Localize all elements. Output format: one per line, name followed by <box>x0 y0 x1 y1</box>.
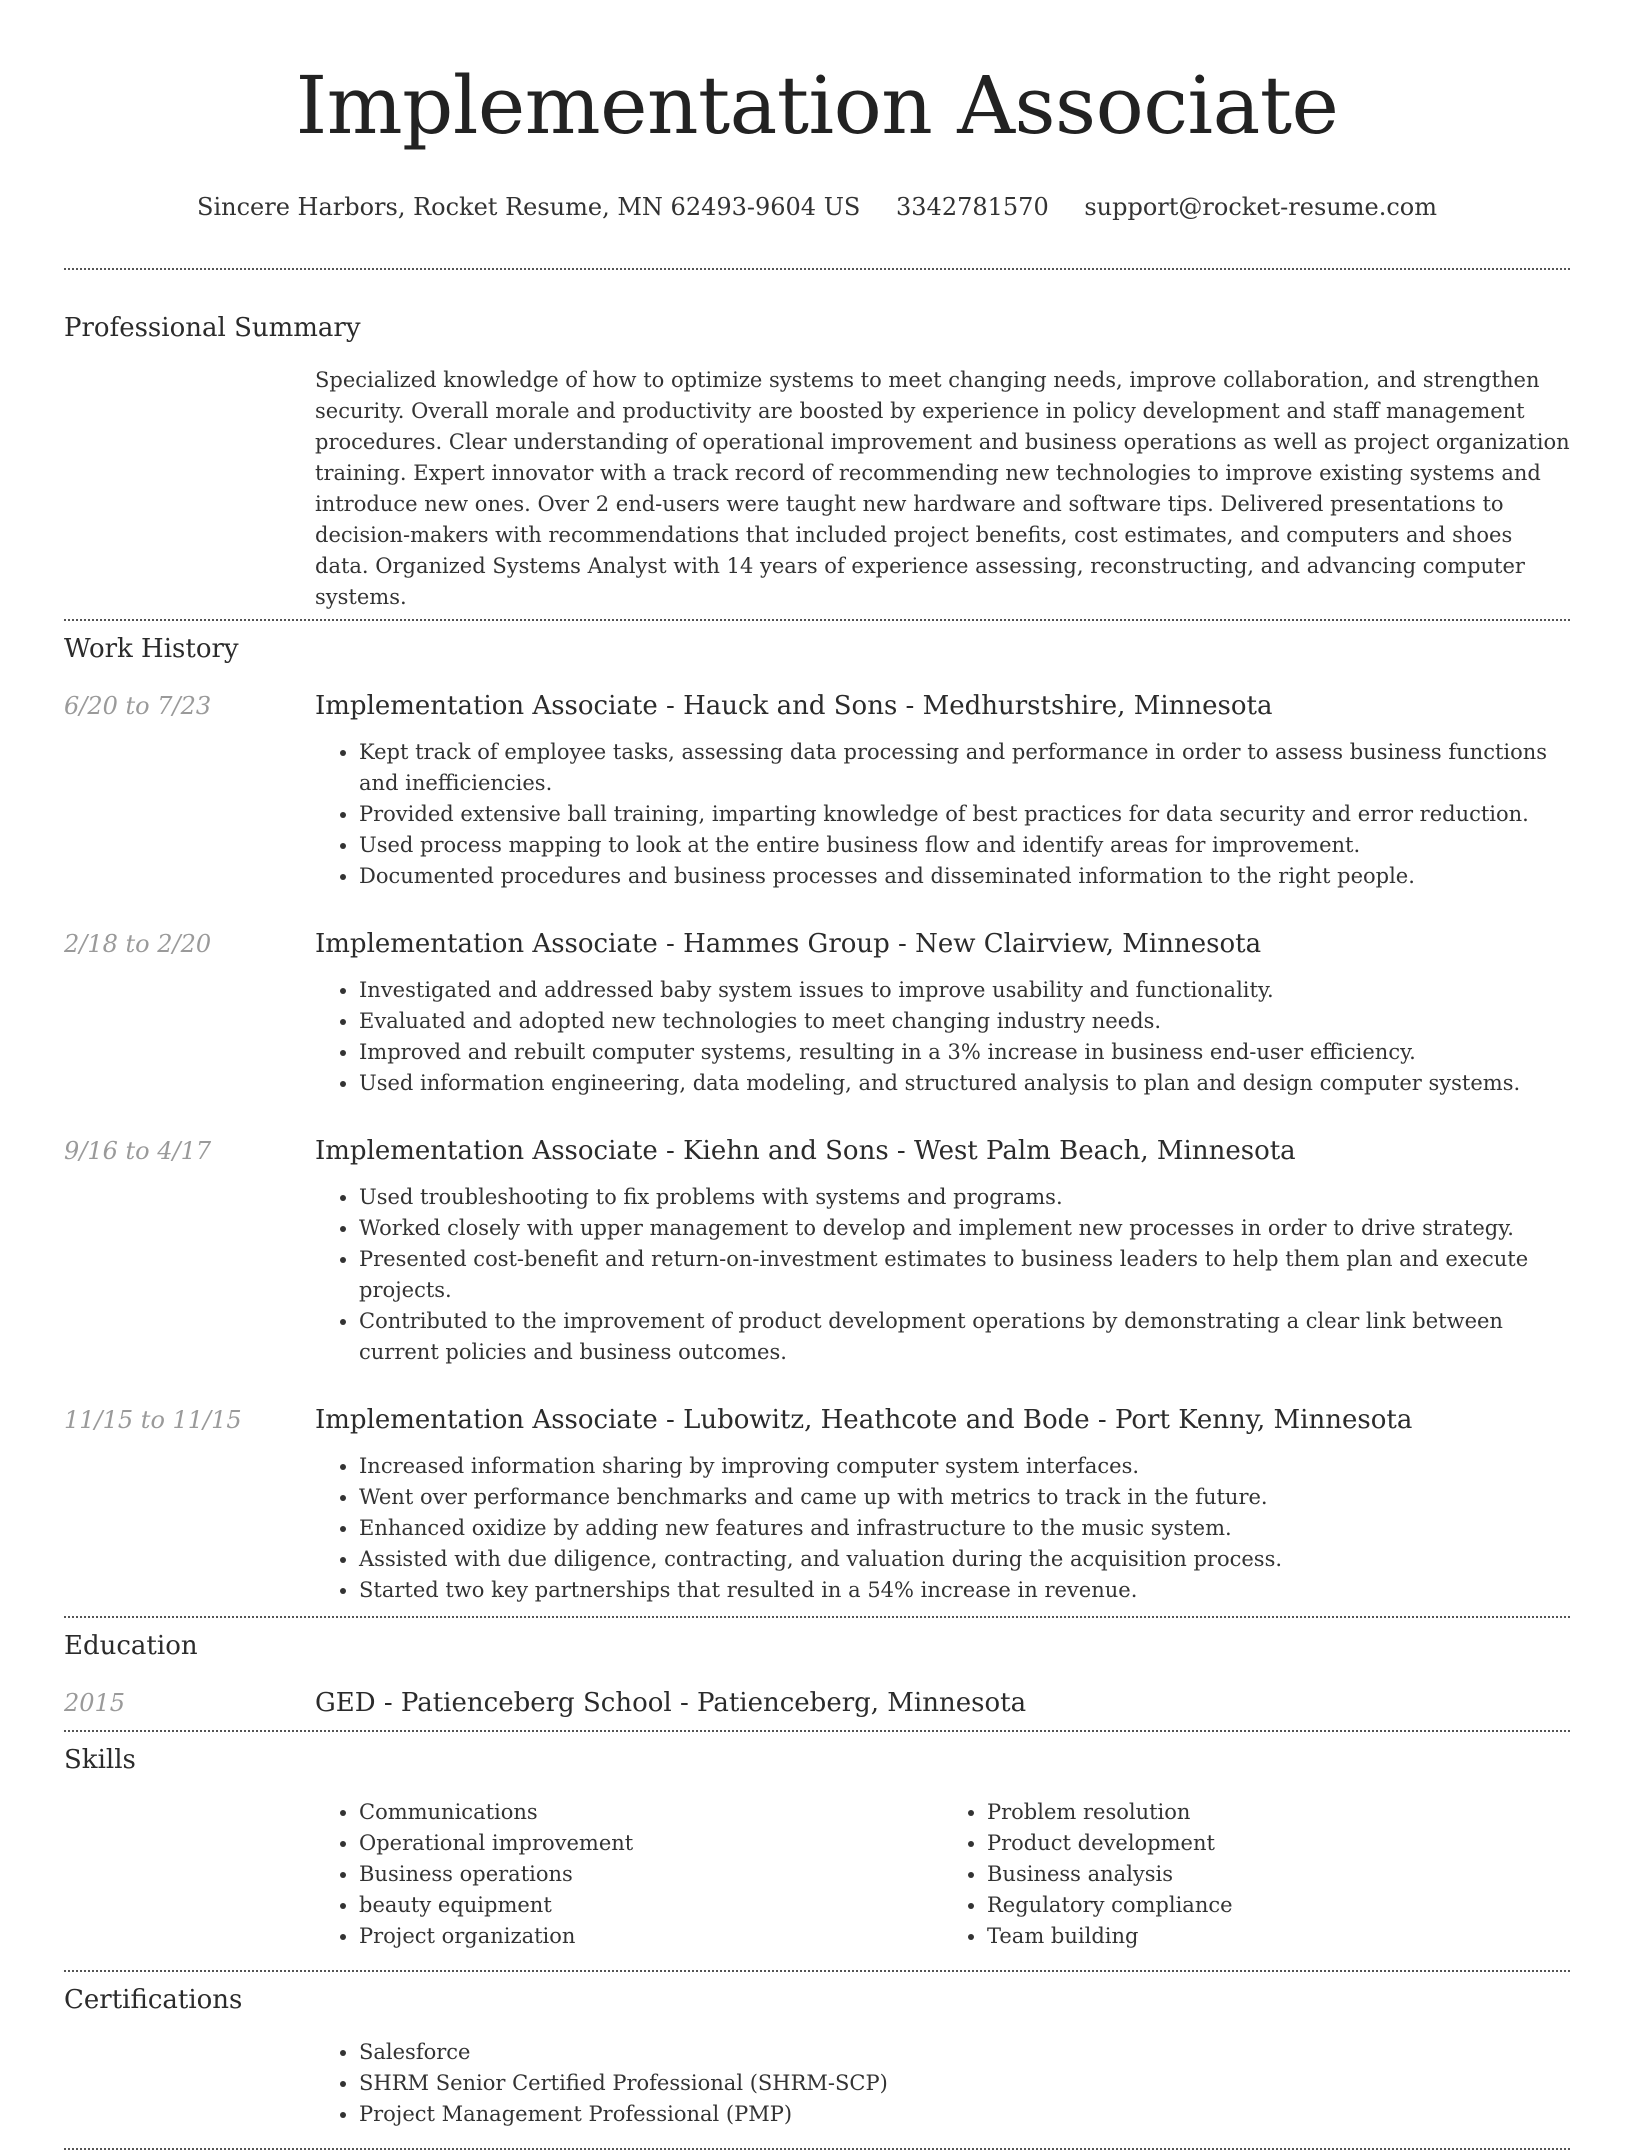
job-heading: Implementation Associate - Hammes Group - New Clairview, Minnesota <box>315 929 1262 959</box>
skill-item: • Operational improvement <box>359 1828 943 1859</box>
section-divider <box>64 268 1570 270</box>
job-bullet: • Used process mapping to look at the entire business flow and identify areas for improvement. <box>359 830 1571 861</box>
skills-list-left <box>315 1797 943 1952</box>
job-bullet: • Used troubleshooting to fix problems with systems and programs. <box>359 1182 1571 1213</box>
contact-phone: 3342781570 <box>896 193 1049 221</box>
contact-email: support@rocket-resume.com <box>1084 193 1437 221</box>
work-history-heading: Work History <box>64 634 239 664</box>
job-bullet: • Investigated and addressed baby system issues to improve usability and functionality. <box>359 975 1571 1006</box>
job-bullet: • Contributed to the improvement of product development operations by demonstrating a clear link between current policies and business outcomes. <box>359 1306 1571 1368</box>
job-bullet: • Went over performance benchmarks and came up with metrics to track in the future. <box>359 1482 1571 1513</box>
job-bullet: • Evaluated and adopted new technologies to meet changing industry needs. <box>359 1006 1571 1037</box>
job-entry <box>64 1134 1570 1368</box>
job-bullet: • Provided extensive ball training, imparting knowledge of best practices for data security and error reduction. <box>359 799 1571 830</box>
certification-item: • Project Management Professional (PMP) <box>359 2099 1571 2130</box>
job-bullet: • Worked closely with upper management to develop and implement new processes in order to drive strategy. <box>359 1213 1571 1244</box>
candidate-name: Implementation Associate <box>295 59 1339 152</box>
skill-item: • Business operations <box>359 1859 943 1890</box>
job-bullet: • Used information engineering, data modeling, and structured analysis to plan and design computer systems. <box>359 1068 1571 1099</box>
skill-item: • Project organization <box>359 1921 943 1952</box>
section-divider <box>64 1616 1570 1618</box>
job-bullet: • Presented cost-benefit and return-on-investment estimates to business leaders to help them plan and execute projects. <box>359 1244 1571 1306</box>
job-bullet: • Improved and rebuilt computer systems, resulting in a 3% increase in business end-user efficiency. <box>359 1037 1571 1068</box>
skills-heading: Skills <box>64 1745 136 1775</box>
certification-item: • SHRM Senior Certified Professional (SHRM-SCP) <box>359 2068 1571 2099</box>
education-entry <box>64 1686 1570 1720</box>
job-heading: Implementation Associate - Hauck and Sons - Medhurstshire, Minnesota <box>315 691 1273 721</box>
job-bullets <box>315 975 1571 1099</box>
job-entry <box>64 927 1570 1099</box>
job-entry <box>64 689 1570 892</box>
job-bullet: • Enhanced oxidize by adding new features and infrastructure to the music system. <box>359 1513 1571 1544</box>
job-entry <box>64 1403 1570 1606</box>
job-bullets <box>315 1451 1571 1606</box>
certifications-heading: Certifications <box>64 1985 243 2015</box>
job-dates: 11/15 to 11/15 <box>64 1406 242 1434</box>
contact-address: Sincere Harbors, Rocket Resume, MN 62493-9604 US <box>197 193 861 221</box>
summary-text: Specialized knowledge of how to optimize systems to meet changing needs, improve collaboration, and strengthen security. Overall morale and productivity are boosted by experience in policy development and staff management procedures. Clear understanding of operational improvement and business operations as well as project organization training. Expert innovator with a track record of recommending new technologies to improve existing systems and introduce new ones. Over 2 end-users were taught new hardware and software tips. Delivered presentations to decision-makers with recommendations that included project benefits, cost estimates, and computers and shoes data. Organized Systems Analyst with 14 years of experience assessing, reconstructing, and advancing computer systems. <box>315 368 1570 609</box>
skill-item: • beauty equipment <box>359 1890 943 1921</box>
job-bullets <box>315 1182 1571 1368</box>
certifications-block <box>315 2037 1571 2130</box>
skill-item: • Team building <box>987 1921 1571 1952</box>
job-bullet: • Documented procedures and business processes and disseminated information to the right people. <box>359 861 1571 892</box>
job-bullet: • Started two key partnerships that resulted in a 54% increase in revenue. <box>359 1575 1571 1606</box>
job-bullet: • Kept track of employee tasks, assessing data processing and performance in order to assess business functions and inefficiencies. <box>359 737 1571 799</box>
skills-list-right <box>943 1797 1571 1952</box>
job-heading: Implementation Associate - Kiehn and Sons - West Palm Beach, Minnesota <box>315 1136 1296 1166</box>
job-dates: 2/18 to 2/20 <box>64 930 212 958</box>
skills-columns <box>315 1797 1571 1952</box>
skill-item: • Business analysis <box>987 1859 1571 1890</box>
education-text: GED - Patienceberg School - Patienceberg, Minnesota <box>315 1688 1027 1718</box>
job-bullet: • Increased information sharing by improving computer system interfaces. <box>359 1451 1571 1482</box>
skill-item: • Problem resolution <box>987 1797 1571 1828</box>
job-dates: 9/16 to 4/17 <box>64 1137 212 1165</box>
job-bullets <box>315 737 1571 892</box>
section-divider <box>64 1970 1570 1972</box>
resume-page <box>64 0 1570 2150</box>
skill-item: • Regulatory compliance <box>987 1890 1571 1921</box>
job-dates: 6/20 to 7/23 <box>64 692 212 720</box>
job-heading: Implementation Associate - Lubowitz, Heathcote and Bode - Port Kenny, Minnesota <box>315 1405 1413 1435</box>
education-year: 2015 <box>64 1689 126 1717</box>
certifications-list <box>315 2037 1571 2130</box>
skill-item: • Product development <box>987 1828 1571 1859</box>
summary-heading: Professional Summary <box>64 313 361 343</box>
skill-item: • Communications <box>359 1797 943 1828</box>
job-bullet: • Assisted with due diligence, contracting, and valuation during the acquisition process. <box>359 1544 1571 1575</box>
contact-line <box>64 190 1570 224</box>
section-divider <box>64 1730 1570 1732</box>
certification-item: • Salesforce <box>359 2037 1571 2068</box>
education-heading: Education <box>64 1631 198 1661</box>
section-divider <box>64 619 1570 621</box>
